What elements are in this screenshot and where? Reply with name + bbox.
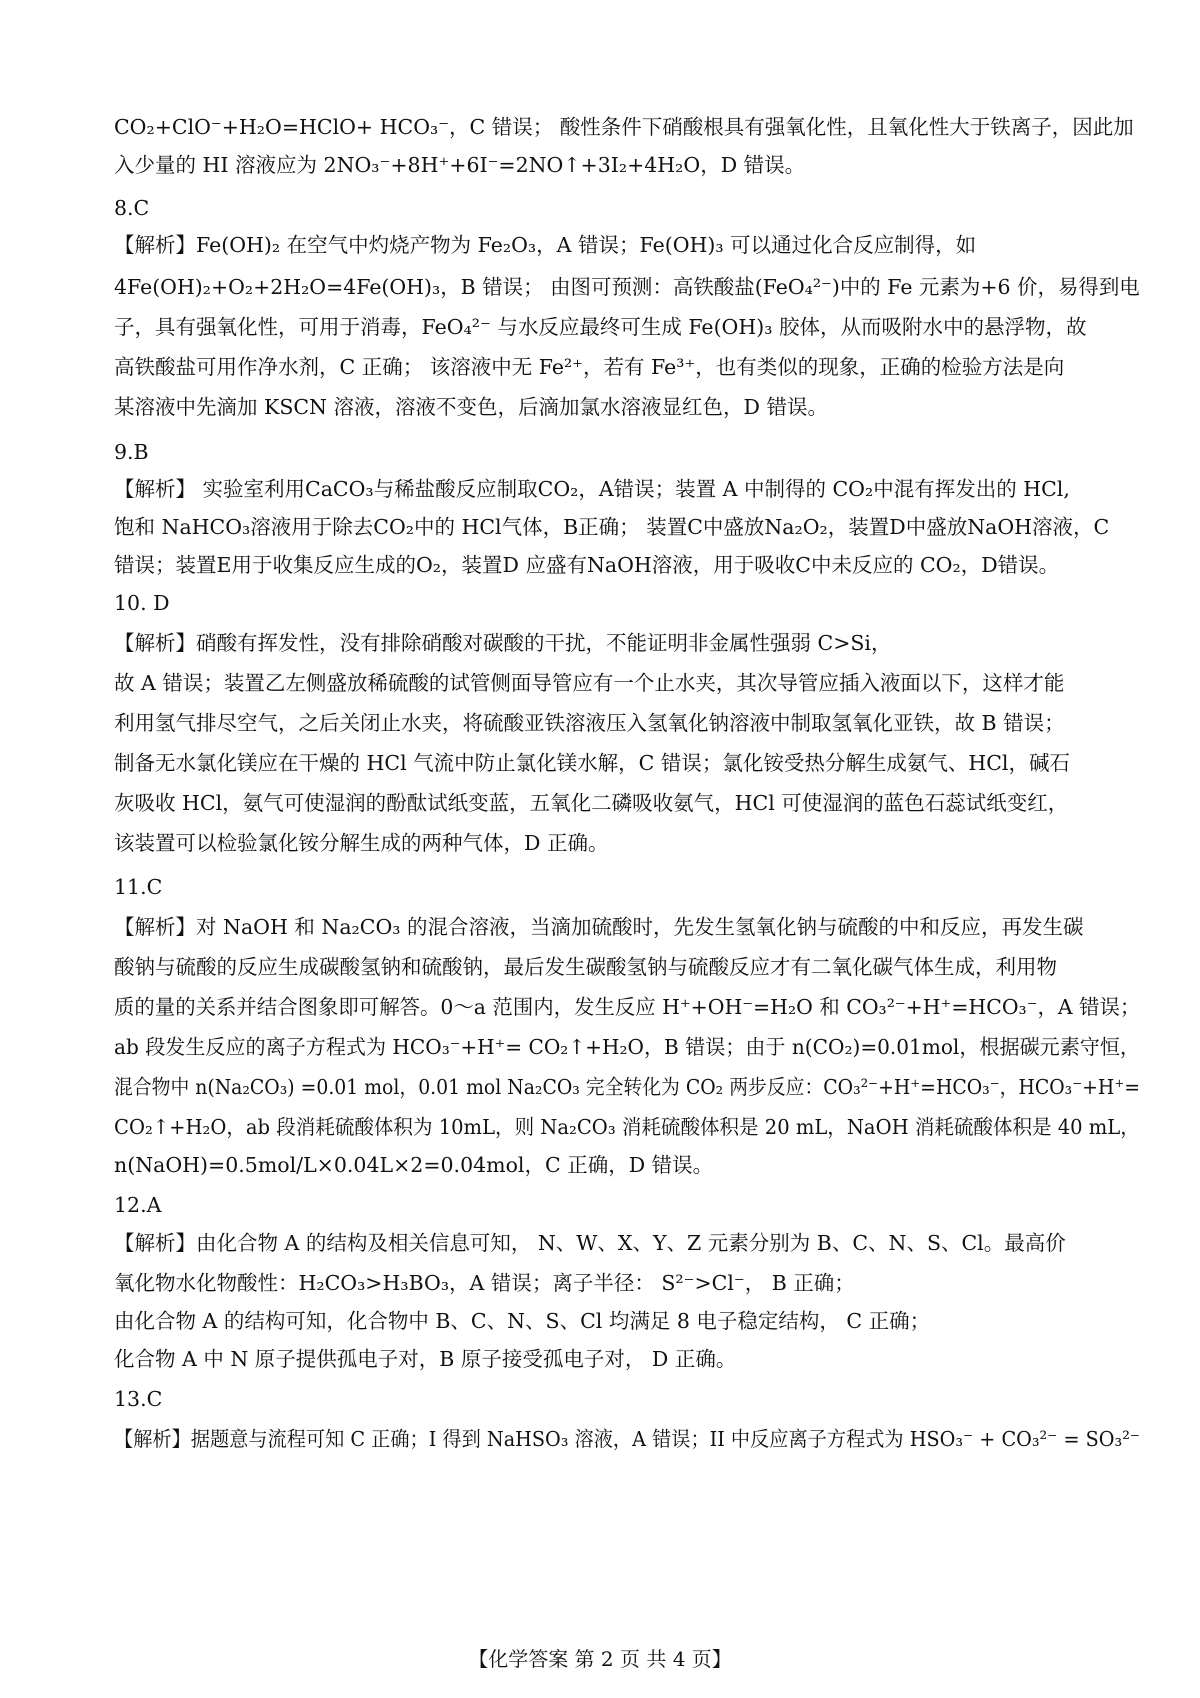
text-line: CO₂↑+H₂O，ab 段消耗硫酸体积为 10mL，则 Na₂CO₃ 消耗硫酸体积是 20 mL，NaOH 消耗硫酸体积是 40 mL， [114, 1115, 1140, 1139]
text-line: 饱和 NaHCO₃溶液用于除去CO₂中的 HCl气体，B正确； 装置C中盛放Na₂O₂，装置D中盛放NaOH溶液，C [114, 515, 1110, 539]
text-line: 利用氢气排尽空气，之后关闭止水夹，将硫酸亚铁溶液压入氢氧化钠溶液中制取氢氧化亚铁，故 B 错误； [114, 711, 1065, 735]
text-line: 灰吸收 HCl，氨气可使湿润的酚酞试纸变蓝，五氧化二磷吸收氨气，HCl 可使湿润的蓝色石蕊试纸变红， [114, 791, 1069, 815]
question-number: 11.C [114, 875, 163, 899]
text-line: 氧化物水化物酸性：H₂CO₃>H₃BO₃，A 错误；离子半径： S²⁻>Cl⁻， B 正确； [114, 1271, 855, 1295]
text-line: CO₂+ClO⁻+H₂O=HClO+ HCO₃⁻，C 错误； 酸性条件下硝酸根具有强氧化性，且氧化性大于铁离子，因此加 [114, 115, 1134, 139]
text-line: 错误；装置E用于收集反应生成的O₂，装置D 应盛有NaOH溶液，用于吸收C中未反应的 CO₂，D错误。 [114, 553, 1060, 577]
text-line: 子，具有强氧化性，可用于消毒，FeO₄²⁻ 与水反应最终可生成 Fe(OH)₃ 胶体，从而吸附水中的悬浮物，故 [114, 315, 1087, 339]
text-line: 混合物中 n(Na₂CO₃) =0.01 mol，0.01 mol Na₂CO₃ 完全转化为 CO₂ 两步反应：CO₃²⁻+H⁺=HCO₃⁻，HCO₃⁻+H⁺= [114, 1075, 1141, 1099]
question-number: 8.C [114, 196, 150, 220]
question-number: 10. D [114, 591, 170, 615]
text-line: 【解析】由化合物 A 的结构及相关信息可知， N、W、X、Y、Z 元素分别为 B、C、N、S、Cl。最高价 [114, 1231, 1066, 1255]
text-line: 4Fe(OH)₂+O₂+2H₂O=4Fe(OH)₃，B 错误； 由图可预测：高铁酸盐(FeO₄²⁻)中的 Fe 元素为+6 价，易得到电 [114, 275, 1140, 299]
text-line: 质的量的关系并结合图象即可解答。0～a 范围内，发生反应 H⁺+OH⁻=H₂O 和 CO₃²⁻+H⁺=HCO₃⁻，A 错误； [114, 995, 1141, 1019]
text-line: 该装置可以检验氯化铵分解生成的两种气体，D 正确。 [114, 831, 609, 855]
text-line: 高铁酸盐可用作净水剂，C 正确； 该溶液中无 Fe²⁺，若有 Fe³⁺，也有类似的现象，正确的检验方法是向 [114, 355, 1065, 379]
text-line: n(NaOH)=0.5mol/L×0.04L×2=0.04mol，C 正确，D 错误。 [114, 1153, 714, 1177]
text-line: 化合物 A 中 N 原子提供孤电子对，B 原子接受孤电子对， D 正确。 [114, 1347, 737, 1371]
text-line: 【解析】 实验室利用CaCO₃与稀盐酸反应制取CO₂，A错误；装置 A 中制得的 CO₂中混有挥发出的 HCl, [114, 477, 1070, 501]
text-line: 【解析】Fe(OH)₂ 在空气中灼烧产物为 Fe₂O₃，A 错误；Fe(OH)₃ 可以通过化合反应制得，如 [114, 233, 977, 257]
text-line: 【解析】硝酸有挥发性，没有排除硝酸对碳酸的干扰，不能证明非金属性强弱 C>Si， [114, 631, 892, 655]
question-number: 13.C [114, 1387, 163, 1411]
text-line: 故 A 错误；装置乙左侧盛放稀硫酸的试管侧面导管应有一个止水夹，其次导管应插入液面以下，这样才能 [114, 671, 1065, 695]
text-line: 【解析】据题意与流程可知 C 正确；I 得到 NaHSO₃ 溶液，A 错误；II 中反应离子方程式为 HSO₃⁻ + CO₃²⁻ = SO₃²⁻ [114, 1427, 1141, 1451]
text-line: 入少量的 HI 溶液应为 2NO₃⁻+8H⁺+6I⁻=2NO↑+3I₂+4H₂O，D 错误。 [114, 153, 806, 177]
text-line: 【解析】对 NaOH 和 Na₂CO₃ 的混合溶液，当滴加硫酸时，先发生氢氧化钠与硫酸的中和反应，再发生碳 [114, 915, 1084, 939]
page-footer: 【化学答案 第 2 页 共 4 页】 [468, 1647, 732, 1671]
question-number: 9.B [114, 440, 149, 464]
text-line: 制备无水氯化镁应在干燥的 HCl 气流中防止氯化镁水解，C 错误；氯化铵受热分解生成氨气、HCl，碱石 [114, 751, 1070, 775]
text-line: 酸钠与硫酸的反应生成碳酸氢钠和硫酸钠，最后发生碳酸氢钠与硫酸反应才有二氧化碳气体生成，利用物 [114, 955, 1057, 979]
text-line: 由化合物 A 的结构可知，化合物中 B、C、N、S、Cl 均满足 8 电子稳定结构， C 正确； [114, 1309, 931, 1333]
text-line: ab 段发生反应的离子方程式为 HCO₃⁻+H⁺= CO₂↑+H₂O，B 错误；由于 n(CO₂)=0.01mol，根据碳元素守恒， [114, 1035, 1140, 1059]
text-line: 某溶液中先滴加 KSCN 溶液，溶液不变色，后滴加氯水溶液显红色，D 错误。 [114, 395, 828, 419]
question-number: 12.A [114, 1193, 162, 1217]
